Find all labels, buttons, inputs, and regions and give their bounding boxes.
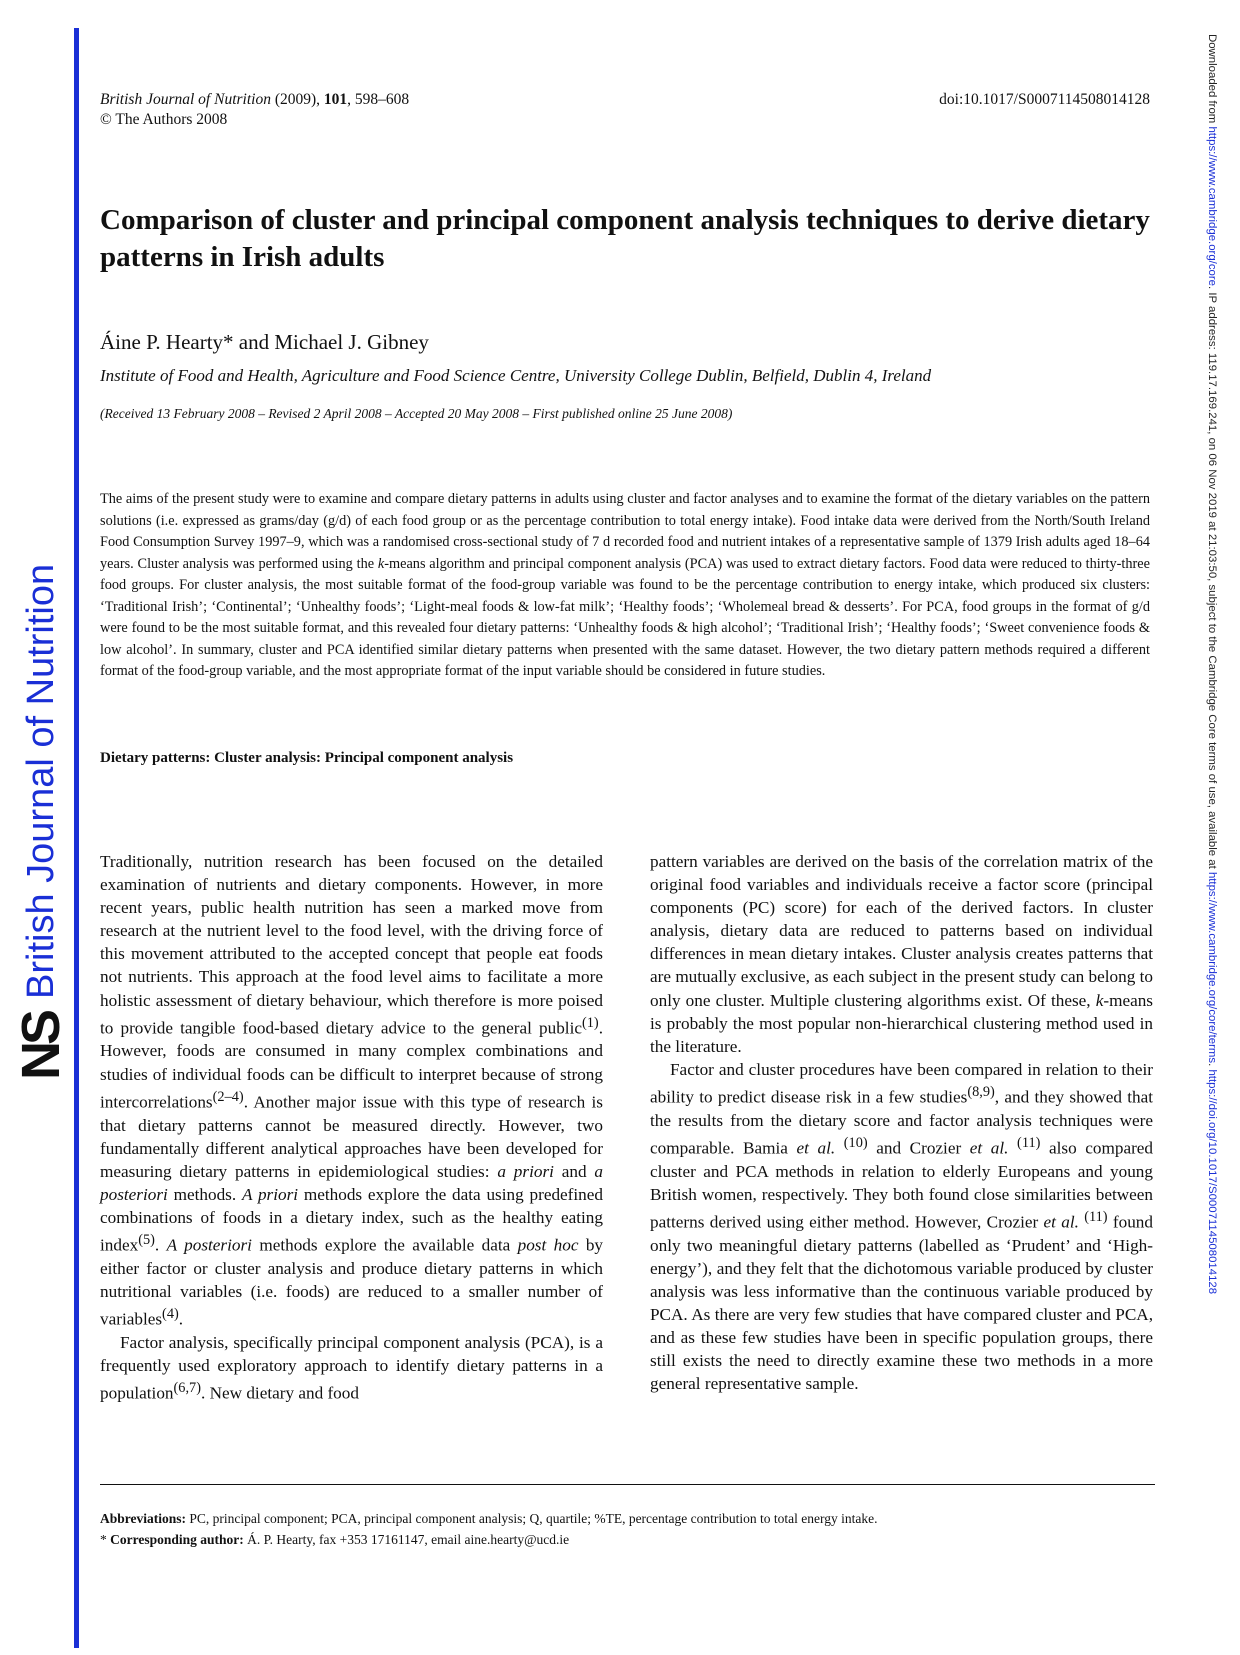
- citation-ref: (4): [162, 1305, 179, 1322]
- abbreviations: Abbreviations: PC, principal component; PCA, principal component analysis; Q, quartile; %TE, percentage contribution to total energy intake.: [100, 1511, 878, 1526]
- citation-ref: (11): [1084, 1208, 1108, 1225]
- terms-link[interactable]: https://www.cambridge.org/core/terms: [1206, 871, 1218, 1064]
- page-header: [100, 90, 1150, 130]
- paragraph: Factor analysis, specifically principal component analysis (PCA), is a frequently used exploratory approach to identify dietary patterns in a population$^{(6,7)}$. New dietary and food: [100, 1332, 603, 1403]
- affiliation: Institute of Food and Health, Agriculture and Food Science Centre, University College Dublin, Belfield, Dublin 4, Ireland: [100, 366, 932, 385]
- article-title: Comparison of cluster and principal component analysis techniques to derive dietary patterns in Irish adults: [100, 204, 1150, 273]
- ns-logo: NS: [11, 1012, 71, 1080]
- body-column-left: [100, 850, 603, 1405]
- keywords: Dietary patterns: Cluster analysis: Principal component analysis: [100, 750, 514, 766]
- abstract: The aims of the present study were to examine and compare dietary patterns in adults using cluster and factor analyses and to examine the format of the dietary variables on the pattern solutions (i.e. expressed as grams/day (g/d) of each food group or as the percentage contribution to total energy intake). Food intake data were derived from the North/South Ireland Food Consumption Survey 1997–9, which was a randomised cross-sectional study of 7 d recorded food and nutrient intakes of a representative sample of 1379 Irish adults aged 18–64 years. Cluster analysis was performed using the k-means algorithm and principal component analysis (PCA) was used to extract dietary factors. Food data were reduced to thirty-three food groups. For cluster analysis, the most suitable format of the food-group variable was found to be the percentage contribution to energy intake, which produced six clusters: ‘Traditional Irish’; ‘Continental’; ‘Unhealthy foods’; ‘Light-meal foods & low-fat milk’; ‘Healthy foods’; ‘Wholemeal bread & desserts’. For PCA, food groups in the format of g/d were found to be the most suitable format, and this revealed four dietary patterns: ‘Unhealthy foods & high alcohol’; ‘Traditional Irish’; ‘Healthy foods’; ‘Sweet convenience foods & low alcohol’. In summary, cluster and PCA identified similar dietary patterns when presented with the same dataset. However, the two dietary pattern methods required a different format of the food-group variable, and the most appropriate format of the input variable should be considered in future studies.: [100, 491, 1150, 679]
- received-dates: (Received 13 February 2008 – Revised 2 April 2008 – Accepted 20 May 2008 – First published online 25 June 2008): [100, 406, 733, 421]
- corresponding-author: * Corresponding author: Á. P. Hearty, fax +353 17161147, email aine.hearty@ucd.ie: [100, 1532, 570, 1547]
- footnotes: [100, 1508, 877, 1550]
- authors: Áine P. Hearty* and Michael J. Gibney: [100, 330, 429, 354]
- doi: doi:10.1017/S0007114508014128: [939, 91, 1150, 108]
- citation-ref: (2–4): [212, 1088, 244, 1105]
- sidebar-journal-name: British Journal of Nutrition: [20, 563, 62, 999]
- copyright: © The Authors 2008: [100, 111, 228, 128]
- paragraph: Factor and cluster procedures have been compared in relation to their ability to predict disease risk in a few studies$^{(8,9)}$, and they showed that the results from the dietary score and factor analysis techniques were comparable. Bamia et al. $^{(10)}$ and Crozier et al. $^{(11)}$ also compared cluster and PCA methods in relation to elderly Europeans and young British women, respectively. They both found close similarities between patterns derived using either method. However, Crozier et al. $^{(11)}$ found only two meaningful dietary patterns (labelled as ‘Prudent’ and ‘High-energy’), and they felt that the dichotomous variable produced by cluster analysis was less informative than the continuous variable produced by PCA. As there are very few studies that have compared cluster and PCA, and as these few studies have been in specific population groups, there still exists the need to directly examine these two methods in a more general representative sample.: [650, 1059, 1154, 1394]
- paragraph: pattern variables are derived on the basis of the correlation matrix of the original food variables and individuals receive a factor score (principal components (PC) score) for each of the derived factors. In cluster analysis, dietary data are reduced to patterns based on individual differences in mean dietary intakes. Cluster analysis creates patterns that are mutually exclusive, as each subject in the present study can belong to only one cluster. Multiple clustering algorithms exist. Of these, k-means is probably the most popular non-hierarchical clustering method used in the literature.: [650, 852, 1153, 1056]
- paragraph: Traditionally, nutrition research has been focused on the detailed examination of nutrients and dietary components. However, in more recent years, public health nutrition has seen a marked move from research at the nutrient level to the food level, with the driving force of this movement attributed to the accepted concept that people eat foods not nutrients. This approach at the food level aims to facilitate a more holistic assessment of dietary behaviour, which therefore is more poised to provide tangible food-based dietary advice to the general public$^{(1)}$. However, foods are consumed in many complex combinations and studies of individual foods can be difficult to interpret because of strong intercorrelations$^{(2-4)}$. Another major issue with this type of research is that dietary patterns cannot be measured directly. However, two fundamentally different analytical approaches have been developed for measuring dietary patterns in epidemiological studies: a priori and a posteriori methods. A priori methods explore the data using predefined combinations of foods in a dietary index, such as the healthy eating index$^{(5)}$. A posteriori methods explore the available data post hoc by either factor or cluster analysis and produce dietary patterns in which nutritional variables (i.e. foods) are reduced to a smaller number of variables$^{(4)}$.: [100, 852, 604, 1329]
- citation-ref: (1): [581, 1014, 599, 1031]
- citation-ref: (5): [138, 1231, 155, 1248]
- doi-link[interactable]: https://doi.org/10.1017/S0007114508014128: [1206, 1069, 1218, 1295]
- footnote-divider: [100, 1484, 1155, 1485]
- journal-color-bar: [74, 28, 79, 1648]
- body-column-right: [650, 850, 1153, 1395]
- citation-ref: (11): [1017, 1134, 1041, 1151]
- citation: British Journal of Nutrition (2009), 101, 598–608: [100, 91, 410, 108]
- citation-ref: (10): [843, 1134, 868, 1151]
- cambridge-core-link[interactable]: https://www.cambridge.org/core: [1206, 126, 1218, 286]
- citation-ref: (8,9): [967, 1083, 995, 1100]
- citation-ref: (6,7): [173, 1380, 201, 1396]
